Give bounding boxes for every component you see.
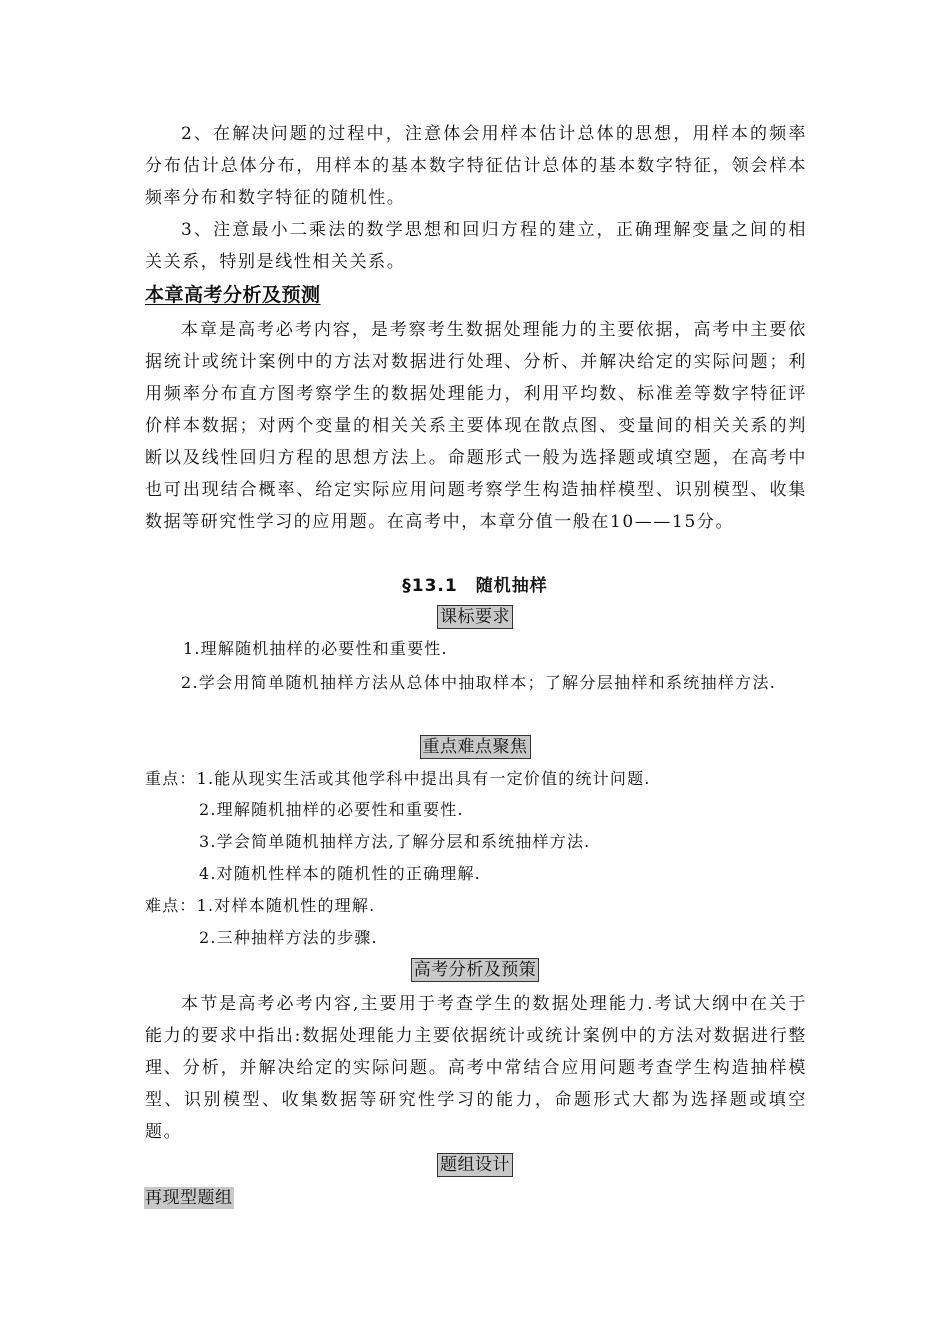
- reproduction-group-label: 再现型题组: [145, 1188, 233, 1208]
- focus-label-wrap: [0, 735, 950, 759]
- difficult-point-item: 1.对样本随机性的理解.: [196, 896, 376, 915]
- exam-label: 高考分析及预策: [411, 958, 540, 982]
- key-points-line: [145, 767, 651, 791]
- curriculum-label: 课标要求: [437, 605, 513, 629]
- curriculum-item: 2.学会用简单随机抽样方法从总体中抽取样本；了解分层抽样和系统抽样方法.: [181, 673, 777, 692]
- key-point-item: 2.理解随机抽样的必要性和重要性.: [199, 800, 464, 819]
- section-title: §13.1 随机抽样: [402, 576, 548, 596]
- key-points-label: 重点：: [145, 769, 197, 788]
- chapter-analysis-heading: 本章高考分析及预测: [145, 284, 321, 306]
- chapter-analysis-body: 本章是高考必考内容，是考察考生数据处理能力的主要依据，高考中主要依据统计或统计案例中的方法对数据进行处理、分析、并解决给定的实际问题；利用频率分布直方图考察学生的数据处理能力，利用平均数、标准差等数字特征评价样本数据；对两个变量的相关关系主要体现在散点图、变量间的相关关系的判断以及线性回归方程的思想方法上。命题形式一般为选择题或填空题，在高考中也可出现结合概率、给定实际应用问题考察学生构造抽样模型、识别模型、收集数据等研究性学习的应用题。在高考中，本章分值一般在10——15分。: [145, 320, 807, 532]
- design-label-wrap: [0, 1153, 950, 1177]
- key-point-item: 1.能从现实生活或其他学科中提出具有一定价值的统计问题.: [196, 769, 651, 788]
- difficult-point-item: 2.三种抽样方法的步骤.: [199, 928, 378, 947]
- difficult-points-label: 难点：: [145, 896, 197, 915]
- intro-paragraph-3: 3、注意最小二乘法的数学思想和回归方程的建立，正确理解变量之间的相关关系，特别是线性相关关系。: [145, 220, 807, 272]
- difficult-points-line: [145, 894, 375, 918]
- exam-analysis-body: 本节是高考必考内容,主要用于考查学生的数据处理能力.考试大纲中在关于能力的要求中指出:数据处理能力主要依据统计或统计案例中的方法对数据进行整理、分析，并解决给定的实际问题。高考中常结合应用问题考查学生构造抽样模型、识别模型、收集数据等研究性学习的能力，命题形式大都为选择题或填空题。: [145, 994, 807, 1142]
- key-point-item: 4.对随机性样本的随机性的正确理解.: [199, 864, 481, 883]
- intro-paragraph-2: 2、在解决问题的过程中，注意体会用样本估计总体的思想，用样本的频率分布估计总体分布，用样本的基本数字特征估计总体的基本数字特征，领会样本频率分布和数字特征的随机性。: [145, 124, 807, 208]
- curriculum-label-wrap: [0, 605, 950, 629]
- curriculum-item: 1.理解随机抽样的必要性和重要性.: [183, 639, 448, 658]
- exam-label-wrap: [0, 958, 950, 982]
- focus-label: 重点难点聚焦: [420, 735, 531, 759]
- design-label: 题组设计: [437, 1153, 513, 1177]
- key-point-item: 3.学会简单随机抽样方法,了解分层和系统抽样方法.: [199, 832, 591, 851]
